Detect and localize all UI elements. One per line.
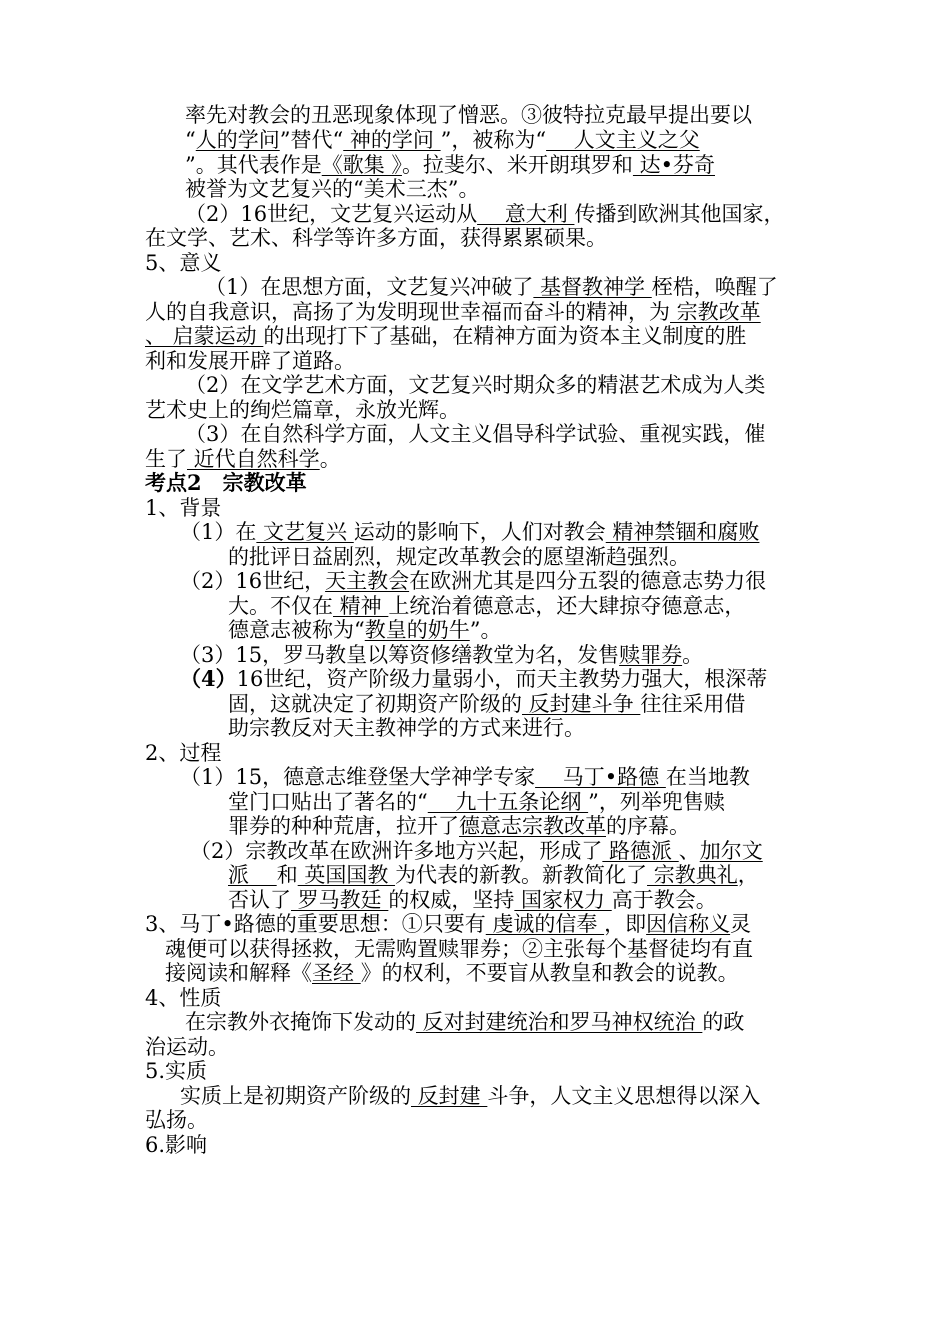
text-line: [228, 814, 690, 839]
text-run: 3、马丁•路德的重要思想：①只要有: [145, 912, 486, 936]
fill-in-answer: 文艺复兴: [256, 520, 354, 544]
text-line: [145, 300, 761, 325]
text-run: （2）16世纪，: [180, 569, 326, 593]
text-line: [145, 324, 746, 349]
text-line: [228, 863, 759, 888]
text-run: 的权威，坚持: [388, 888, 515, 912]
text-run: 2、过程: [145, 741, 222, 765]
text-run: 治运动。: [145, 1035, 229, 1059]
text-line: [145, 912, 751, 937]
fill-in-answer: 宗教改革: [670, 300, 761, 324]
text-run: 实质上是初期资产阶级的: [180, 1084, 411, 1108]
text-run: 接阅读和解释《: [165, 961, 312, 985]
text-line: [228, 692, 745, 717]
fill-in-answer: 圣经: [312, 961, 361, 985]
text-line: [145, 986, 221, 1011]
fill-in-answer: 英国国教: [297, 863, 396, 887]
text-line: [145, 226, 607, 251]
fill-in-answer: 马丁•路德: [535, 765, 666, 789]
fill-in-answer: 反封建: [411, 1084, 488, 1108]
text-run: 为代表的新教。新教简化了: [395, 863, 648, 887]
text-run: （2）宗教改革在欧洲许多地方兴起，形成了: [190, 839, 603, 863]
text-run: 弘扬。: [145, 1108, 208, 1132]
section-heading: 考点2 宗教改革: [145, 470, 307, 495]
text-line: [145, 496, 221, 521]
text-run: ，即: [604, 912, 647, 936]
text-line: [180, 643, 703, 668]
text-line: [145, 1133, 207, 1158]
text-line: [165, 937, 753, 962]
text-run: 6.影响: [145, 1133, 208, 1157]
text-run: ”，列举兜售赎: [588, 790, 725, 814]
text-run: （1）15，德意志维登堡大学神学专家: [180, 765, 536, 789]
text-run: ”。其代表作是: [185, 153, 322, 177]
text-run: （2）16世纪，文艺复兴运动从: [185, 202, 478, 226]
text-line: [185, 153, 715, 178]
fill-in-answer: 派: [228, 863, 277, 887]
text-run: 运动的影响下，人们对教会: [353, 520, 606, 544]
text-run: 高于教会。: [611, 888, 717, 912]
text-line: [145, 447, 341, 472]
fill-in-answer: 路德派: [602, 839, 679, 863]
text-line: [145, 1035, 229, 1060]
fill-in-answer: 人的学问: [195, 128, 280, 152]
text-line: [180, 569, 766, 594]
fill-in-answer: 赎罪券: [619, 643, 683, 667]
fill-in-answer: 近代自然科学: [187, 447, 320, 471]
text-run: 桎梏，唤醒了: [651, 275, 778, 299]
text-run: 在当地教: [665, 765, 750, 789]
text-run: 堂门口贴出了著名的“: [228, 790, 428, 814]
text-run: 的出现打下了基础，在精神方面为资本主义制度的胜: [263, 324, 747, 348]
text-run: （3）15，罗马教皇以筹资修缮教堂为名，发售: [180, 643, 620, 667]
text-line: [228, 618, 502, 643]
fill-in-answer: 反封建斗争: [522, 692, 641, 716]
text-line: [185, 202, 784, 227]
fill-in-answer: 因信称义: [646, 912, 731, 936]
text-line: [228, 790, 725, 815]
text-run: ”。: [469, 618, 502, 642]
text-run: 利和发展开辟了道路。: [145, 349, 355, 373]
text-run: 、: [678, 839, 700, 863]
text-line: [185, 422, 765, 447]
text-run: 。: [319, 447, 341, 471]
text-run: ”替代“: [279, 128, 344, 152]
fill-in-answer: 意大利: [477, 202, 575, 226]
text-run: 艺术史上的绚烂篇章，永放光辉。: [145, 398, 460, 422]
text-run: 在欧洲尤其是四分五裂的德意志势力很: [409, 569, 767, 593]
text-line: [190, 839, 763, 864]
text-line: [180, 765, 750, 790]
text-line: [145, 1059, 207, 1084]
text-run: 5、意义: [145, 251, 222, 275]
text-line: [145, 251, 221, 276]
text-line: [205, 275, 778, 300]
text-run: 人的自我意识，高扬了为发明现世幸福而奋斗的精神，为: [145, 300, 670, 324]
fill-in-answer: 德意志宗教改革: [459, 814, 606, 838]
text-run: 1、背景: [145, 496, 222, 520]
text-run: 16世纪，资产阶级力量弱小，而天主教势力强大，根深蒂: [236, 667, 768, 691]
text-run: 传播到欧洲其他国家，: [574, 202, 785, 226]
text-run: 的批评日益剧烈，规定改革教会的愿望渐趋强烈。: [228, 545, 690, 569]
text-run: 助宗教反对天主教神学的方式来进行。: [228, 716, 585, 740]
text-run: 和: [276, 863, 298, 887]
text-run: “: [185, 128, 196, 152]
fill-in-answer: 、 启蒙运动: [145, 324, 264, 348]
text-run: 否认了: [228, 888, 291, 912]
text-run: 被誉为文艺复兴的“美术三杰”。: [185, 177, 480, 201]
text-line: [145, 398, 460, 423]
text-run: 的政: [702, 1010, 745, 1034]
text-line: [185, 373, 765, 398]
text-run: 德意志被称为“: [228, 618, 365, 642]
text-line: [228, 888, 717, 913]
text-run: 固，这就决定了初期资产阶级的: [228, 692, 522, 716]
text-line: [185, 128, 700, 153]
text-run: （1）在思想方面，文艺复兴冲破了: [205, 275, 534, 299]
text-run: 在宗教外衣掩饰下发动的: [185, 1010, 416, 1034]
text-line: [228, 716, 585, 741]
fill-in-answer: 教皇的奶牛: [364, 618, 470, 642]
fill-in-answer: 精神: [333, 594, 389, 618]
section-heading: （4）: [180, 666, 237, 691]
text-line: [180, 667, 767, 692]
text-run: 灵: [730, 912, 752, 936]
text-run: 上统治着德意志，还大肆掠夺德意志，: [388, 594, 746, 618]
fill-in-answer: 虔诚的信奉: [485, 912, 605, 936]
fill-in-answer: 基督教神学: [533, 275, 652, 299]
fill-in-answer: 加尔文: [699, 839, 763, 863]
text-run: 往往采用借: [640, 692, 746, 716]
text-run: （2）在文学艺术方面，文艺复兴时期众多的精湛艺术成为人类: [185, 373, 766, 397]
text-line: [145, 741, 221, 766]
text-line: [185, 1010, 744, 1035]
text-run: 大。不仅在: [228, 594, 333, 618]
text-line: [180, 1084, 760, 1109]
fill-in-answer: 天主教会: [325, 569, 410, 593]
fill-in-answer: 人文主义之父: [546, 128, 700, 152]
fill-in-answer: 宗教典礼: [647, 863, 738, 887]
text-run: 的序幕。: [606, 814, 690, 838]
fill-in-answer: 九十五条论纲: [427, 790, 589, 814]
text-line: [165, 961, 739, 986]
fill-in-answer: 神的学问: [343, 128, 441, 152]
text-run: 在文学、艺术、科学等许多方面，获得累累硕果。: [145, 226, 607, 250]
text-line: [145, 349, 355, 374]
text-run: 。拉斐尔、米开朗琪罗和: [401, 153, 633, 177]
text-run: 》的权利，不要盲从教皇和教会的说教。: [360, 961, 739, 985]
text-run: 率先对教会的丑恶现象体现了憎恶。③彼特拉克最早提出要以: [185, 103, 752, 127]
text-run: 5.实质: [145, 1059, 208, 1083]
text-line: [185, 103, 752, 128]
text-run: 生了: [145, 447, 187, 471]
text-line: [185, 177, 479, 202]
text-line: [145, 1108, 208, 1133]
fill-in-answer: 反对封建统治和罗马神权统治: [416, 1010, 703, 1034]
text-run: ”，被称为“: [440, 128, 547, 152]
fill-in-answer: 达•芬奇: [632, 153, 715, 177]
text-line: [228, 545, 690, 570]
text-run: 斗争，人文主义思想得以深入: [487, 1084, 761, 1108]
fill-in-answer: 《歌集 》: [321, 153, 402, 177]
text-run: （1）在: [180, 520, 257, 544]
text-line: [145, 471, 307, 496]
text-run: ，: [737, 863, 759, 887]
text-run: 4、性质: [145, 986, 222, 1010]
fill-in-answer: 精神禁锢和腐败: [605, 520, 760, 544]
fill-in-answer: 国家权力: [514, 888, 612, 912]
text-line: [228, 594, 745, 619]
fill-in-answer: 罗马教廷: [291, 888, 389, 912]
text-run: 魂便可以获得拯救，无需购置赎罪券；②主张每个基督徒均有直: [165, 937, 753, 961]
text-run: 罪券的种种荒唐，拉开了: [228, 814, 459, 838]
text-run: 。: [682, 643, 704, 667]
text-run: （3）在自然科学方面，人文主义倡导科学试验、重视实践，催: [185, 422, 766, 446]
text-line: [180, 520, 759, 545]
